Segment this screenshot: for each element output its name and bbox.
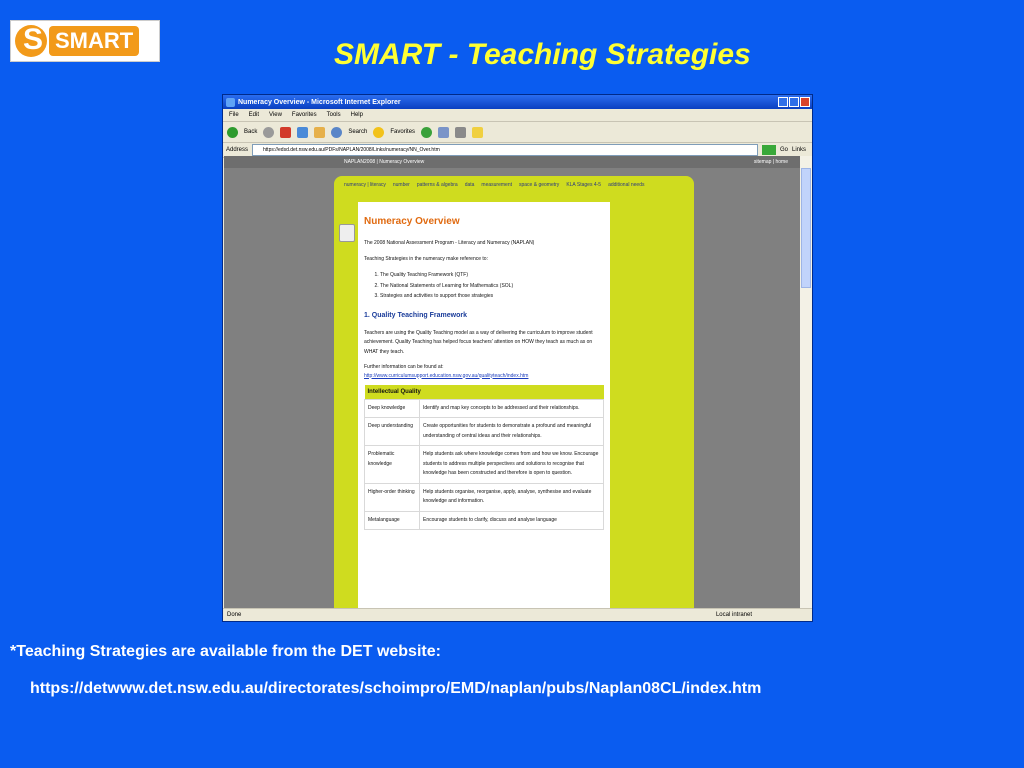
- back-icon[interactable]: [227, 127, 238, 138]
- vertical-scrollbar[interactable]: [800, 156, 812, 609]
- nav-kla-stages[interactable]: KLA Stages 4-5: [566, 182, 602, 188]
- menu-view[interactable]: View: [269, 112, 282, 118]
- table-cell: Deep knowledge: [365, 399, 420, 418]
- minimize-button[interactable]: [778, 97, 788, 107]
- mail-icon[interactable]: [438, 127, 449, 138]
- smart-logo-icon: [15, 25, 47, 57]
- nav-space-geometry[interactable]: space & geometry: [519, 182, 560, 188]
- section-heading: 1. Quality Teaching Framework: [364, 311, 467, 319]
- list-item: 1. The Quality Teaching Framework (QTF): [380, 270, 604, 281]
- menu-favorites[interactable]: Favorites: [291, 112, 317, 118]
- reference-list: [364, 270, 604, 302]
- toolbar: [223, 122, 812, 143]
- browser-window: [222, 94, 813, 622]
- intellectual-quality-table: [364, 385, 604, 531]
- status-text: Done: [227, 612, 242, 618]
- table-cell: Help students organise, reorganise, apply, analyse, synthesise and evaluate knowledge and information.: [420, 483, 604, 511]
- table-header: Intellectual Quality: [365, 385, 604, 400]
- table-row: [365, 483, 604, 511]
- favorites-label[interactable]: Favorites: [390, 129, 416, 135]
- qtf-link[interactable]: http://www.curriculumsupport.education.nsw.gov.au/qualityteach/index.htm: [364, 372, 529, 379]
- menu-file[interactable]: File: [229, 112, 239, 118]
- table-row: [365, 446, 604, 484]
- footer-note: *Teaching Strategies are available from the DET website:: [10, 643, 441, 660]
- page-heading: Numeracy Overview: [364, 216, 460, 227]
- status-bar: [223, 608, 812, 621]
- further-info: Further information can be found at:: [364, 364, 444, 370]
- table-cell: Problematic knowledge: [365, 446, 420, 484]
- maximize-button[interactable]: [789, 97, 799, 107]
- qtf-paragraph: Teachers are using the Quality Teaching model as a way of delivering the curriculum to improve student achievement. Quality Teaching has helped focus teachers' attention on HOW they teach as much as on WHAT they teach.: [364, 329, 593, 355]
- table-cell: Identify and map key concepts to be addressed and their relationships.: [420, 399, 604, 418]
- search-label[interactable]: Search: [348, 129, 368, 135]
- intro-text-2: Teaching Strategies in the numeracy make reference to:: [364, 255, 488, 262]
- forward-icon[interactable]: [263, 127, 274, 138]
- print-icon[interactable]: [455, 127, 466, 138]
- stop-icon[interactable]: [280, 127, 291, 138]
- logo-text: SMART: [49, 26, 139, 56]
- table-cell: Higher-order thinking: [365, 483, 420, 511]
- site-topbar: [224, 156, 800, 168]
- go-label[interactable]: Go: [779, 147, 788, 153]
- table-cell: Help students ask where knowledge comes from and how we know. Encourage students to address multiple perspectives and solutions to recognise that knowledge has been constructed and therefore is open to question.: [420, 446, 604, 484]
- site-nav: [344, 182, 686, 188]
- address-label: Address: [226, 147, 249, 153]
- back-label[interactable]: Back: [244, 129, 258, 135]
- print-page-icon[interactable]: [339, 224, 355, 242]
- footer-url: https://detwww.det.nsw.edu.au/directorates/schoimpro/EMD/naplan/pubs/Naplan08CL/index.htm: [30, 680, 762, 697]
- refresh-icon[interactable]: [297, 127, 308, 138]
- home-icon[interactable]: [314, 127, 325, 138]
- article: [358, 202, 610, 609]
- ie-icon: [226, 98, 235, 107]
- scroll-thumb[interactable]: [801, 168, 811, 288]
- window-title: Numeracy Overview - Microsoft Internet Explorer: [238, 98, 401, 106]
- close-button[interactable]: [800, 97, 810, 107]
- nav-data[interactable]: data: [464, 182, 475, 188]
- history-icon[interactable]: [421, 127, 432, 138]
- favorites-icon[interactable]: [373, 127, 384, 138]
- table-cell: Encourage students to clarify, discuss and analyse language: [420, 511, 604, 530]
- breadcrumb[interactable]: NAPLAN2008 | Numeracy Overview: [344, 159, 425, 165]
- nav-number[interactable]: number: [392, 182, 410, 188]
- nav-additional-needs[interactable]: additional needs: [608, 182, 645, 188]
- zone-text: Local intranet: [715, 612, 752, 618]
- table-cell: Deep understanding: [365, 418, 420, 446]
- table-row: [365, 399, 604, 418]
- menu-edit[interactable]: Edit: [248, 112, 260, 118]
- smart-logo: [10, 20, 160, 62]
- search-icon[interactable]: [331, 127, 342, 138]
- table-cell: Metalanguage: [365, 511, 420, 530]
- menu-bar: [223, 109, 812, 122]
- nav-measurement[interactable]: measurement: [481, 182, 512, 188]
- menu-tools[interactable]: Tools: [326, 112, 341, 118]
- table-row: [365, 511, 604, 530]
- content-panel: [334, 176, 694, 609]
- slide-title: SMART - Teaching Strategies: [334, 38, 751, 71]
- menu-help[interactable]: Help: [350, 112, 363, 118]
- nav-numeracy-literacy[interactable]: numeracy | literacy: [344, 182, 386, 188]
- address-input[interactable]: https://edsd.det.nsw.edu.au/PDFs/NAPLAN/2008/Links/numeracy/NN_Over.htm: [252, 144, 758, 156]
- folder-icon[interactable]: [472, 127, 483, 138]
- window-titlebar: [223, 95, 812, 109]
- list-item: 3. Strategies and activities to support those strategies: [380, 291, 604, 302]
- nav-patterns-algebra[interactable]: patterns & algebra: [416, 182, 458, 188]
- table-row: [365, 418, 604, 446]
- table-cell: Create opportunities for students to demonstrate a profound and meaningful understanding of central ideas and their relationships.: [420, 418, 604, 446]
- page-viewport: [224, 156, 800, 609]
- go-icon[interactable]: [762, 145, 776, 155]
- list-item: 2. The National Statements of Learning for Mathematics (SOL): [380, 281, 604, 292]
- sitemap-home-links[interactable]: sitemap | home: [753, 159, 788, 165]
- intro-text: The 2008 National Assessment Program - Literacy and Numeracy (NAPLAN): [364, 240, 535, 246]
- links-label[interactable]: Links: [791, 147, 806, 153]
